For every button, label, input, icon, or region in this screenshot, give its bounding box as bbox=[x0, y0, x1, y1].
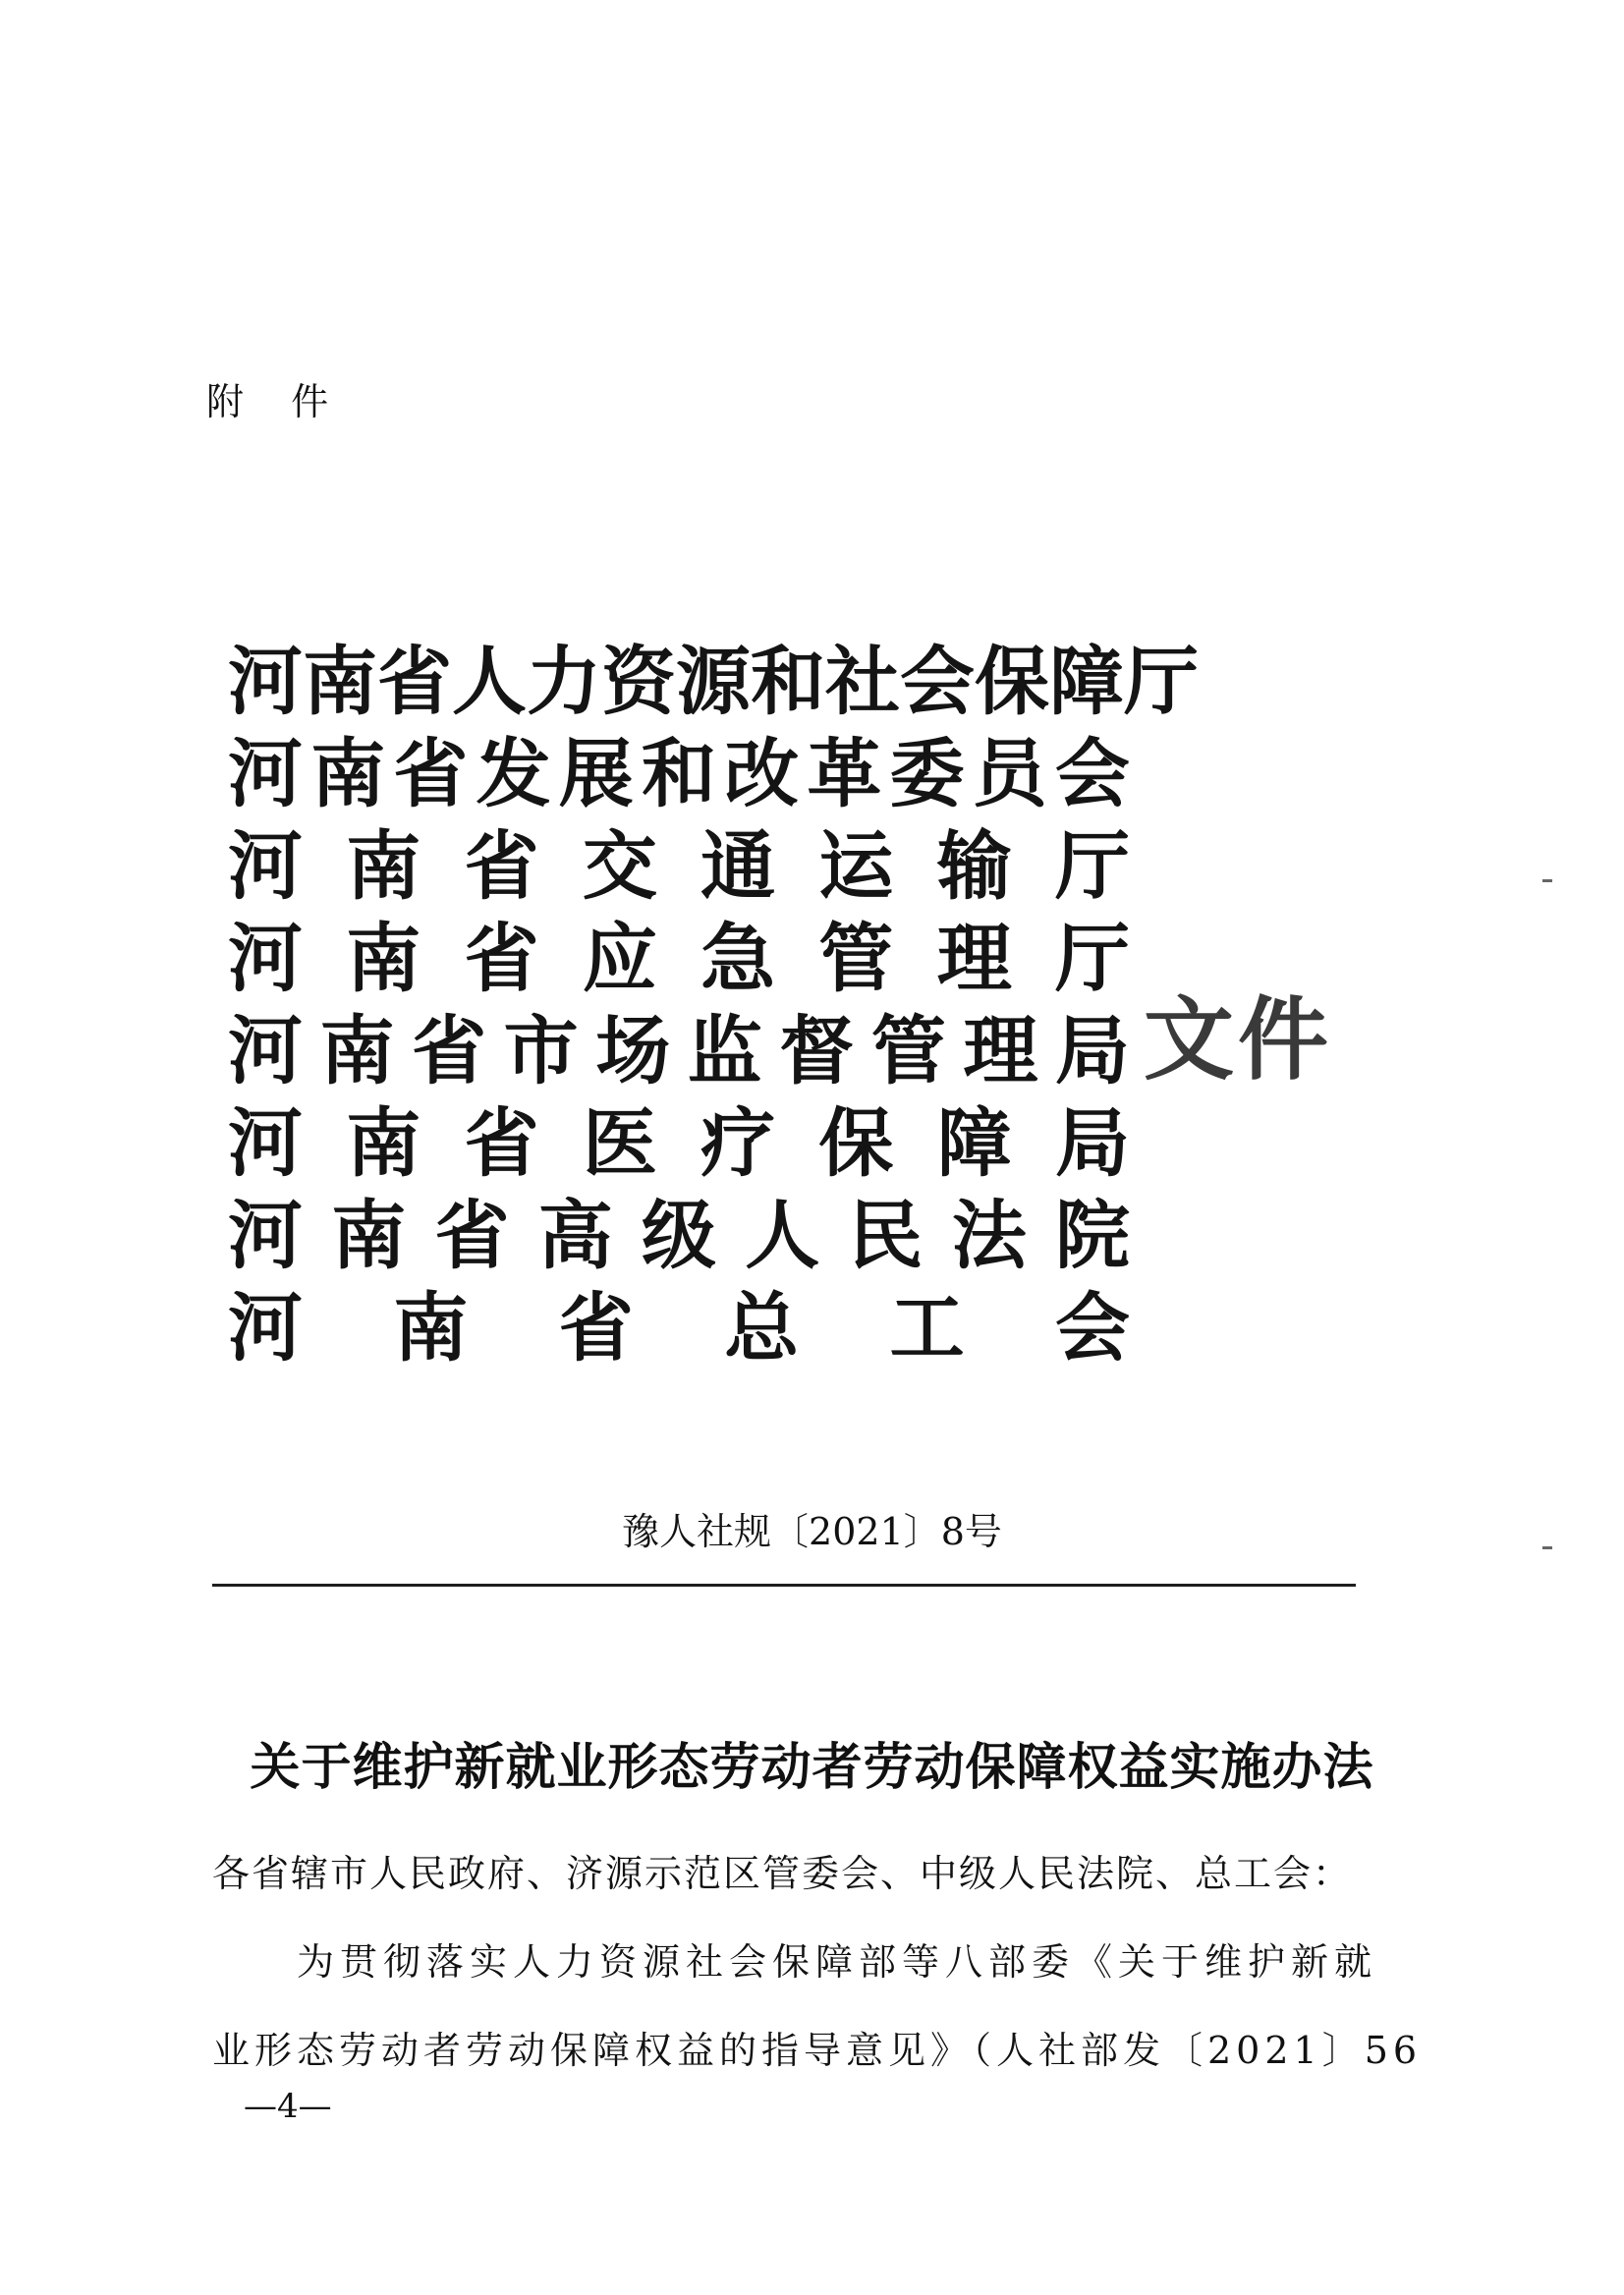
addressees: 各省辖市人民政府、济源示范区管委会、中级人民法院、总工会： bbox=[212, 1852, 1353, 1895]
issuer-list bbox=[228, 629, 1199, 1371]
body-line: 业形态劳动者劳动保障权益的指导意见》（人社部发〔2021〕56 bbox=[212, 2029, 1423, 2072]
issuer-name: 河 南 省 市 场 监 督 管 理 局 bbox=[228, 1006, 1130, 1094]
issuer-name: 河 南 省 高 级 人 民 法 院 bbox=[228, 1191, 1130, 1279]
header-divider bbox=[212, 1584, 1356, 1587]
scan-speck bbox=[1542, 879, 1552, 882]
issuer-name: 河 南 省 医 疗 保 障 局 bbox=[228, 1098, 1130, 1187]
issuer-name: 河 南 省 交 通 运 输 厅 bbox=[228, 821, 1130, 910]
issuer-name: 河 南 省 应 急 管 理 厅 bbox=[228, 914, 1130, 1002]
issuer-name: 河 南 省 人 力 资 源 和 社 会 保 障 厅 bbox=[228, 637, 1199, 725]
document-number: 豫人社规〔2021〕8号 bbox=[622, 1510, 1002, 1553]
issuer-name: 河 南 省 发 展 和 改 革 委 员 会 bbox=[228, 729, 1130, 817]
page-number: —4— bbox=[244, 2087, 332, 2126]
issuer-name: 河 南 省 总 工 会 bbox=[228, 1283, 1130, 1371]
scan-speck bbox=[1542, 1546, 1552, 1549]
document-type-label: 文件 bbox=[1144, 987, 1333, 1092]
body-line: 为贯彻落实人力资源社会保障部等八部委《关于维护新就 bbox=[297, 1940, 1378, 1984]
document-title: 关于维护新就业形态劳动者劳动保障权益实施办法 bbox=[250, 1738, 1374, 1797]
attachment-label: 附 件 bbox=[206, 380, 347, 423]
